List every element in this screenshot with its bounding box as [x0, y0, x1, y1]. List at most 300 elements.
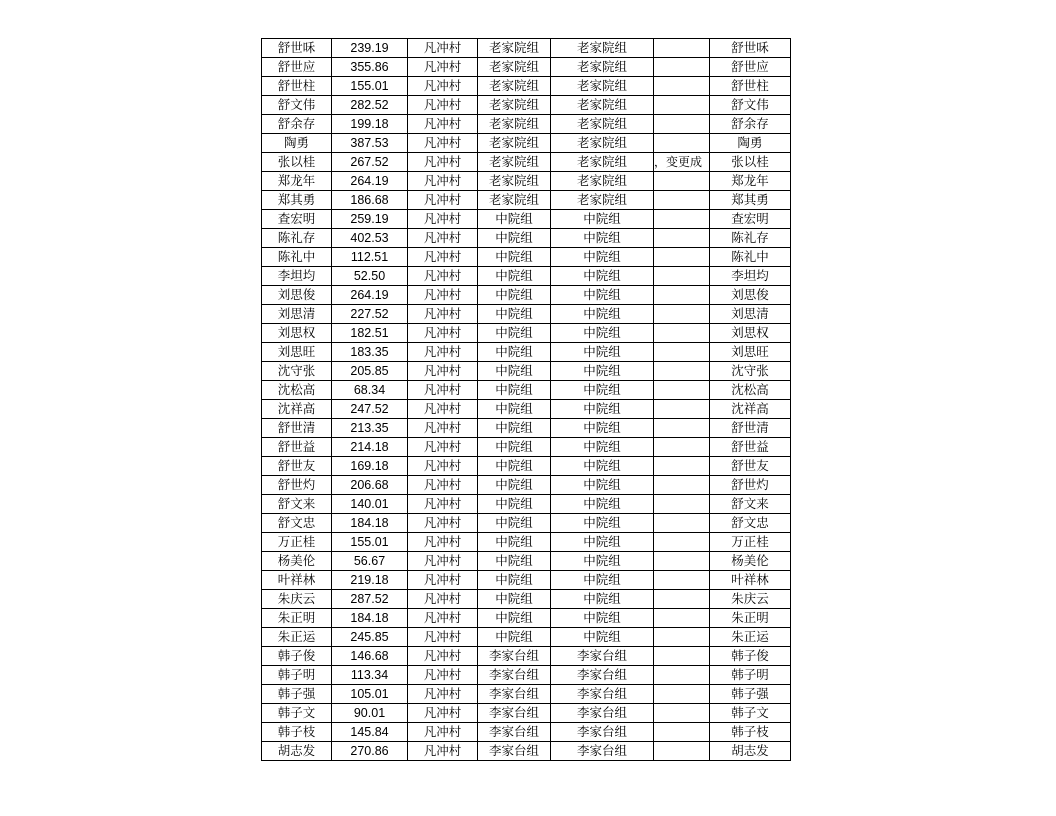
village-cell: 凡冲村	[408, 134, 478, 153]
name-cell: 朱庆云	[262, 590, 332, 609]
table-row	[262, 419, 791, 438]
table-row	[262, 96, 791, 115]
table-row	[262, 267, 791, 286]
area-cell: 270.86	[332, 742, 408, 761]
group2-cell: 中院组	[551, 438, 654, 457]
village-cell: 凡冲村	[408, 58, 478, 77]
group2-cell: 李家台组	[551, 666, 654, 685]
table-row	[262, 571, 791, 590]
village-cell: 凡冲村	[408, 742, 478, 761]
group2-cell: 中院组	[551, 419, 654, 438]
note-cell	[654, 457, 710, 476]
area-cell: 259.19	[332, 210, 408, 229]
village-cell: 凡冲村	[408, 267, 478, 286]
note-cell	[654, 628, 710, 647]
group2-cell: 中院组	[551, 248, 654, 267]
name-cell: 朱正运	[262, 628, 332, 647]
note-cell	[654, 210, 710, 229]
group2-cell: 老家院组	[551, 134, 654, 153]
group-cell: 老家院组	[478, 77, 551, 96]
group-cell: 中院组	[478, 400, 551, 419]
group-cell: 老家院组	[478, 153, 551, 172]
group2-cell: 老家院组	[551, 153, 654, 172]
village-cell: 凡冲村	[408, 96, 478, 115]
table-row	[262, 305, 791, 324]
area-cell: 264.19	[332, 286, 408, 305]
table-row	[262, 590, 791, 609]
village-cell: 凡冲村	[408, 704, 478, 723]
group2-cell: 中院组	[551, 533, 654, 552]
area-cell: 146.68	[332, 647, 408, 666]
owner-cell: 舒世咊	[710, 39, 791, 58]
village-cell: 凡冲村	[408, 362, 478, 381]
name-cell: 刘思旺	[262, 343, 332, 362]
name-cell: 韩子枝	[262, 723, 332, 742]
note-cell	[654, 419, 710, 438]
village-cell: 凡冲村	[408, 495, 478, 514]
group2-cell: 中院组	[551, 400, 654, 419]
group2-cell: 李家台组	[551, 704, 654, 723]
table-row	[262, 533, 791, 552]
note-cell	[654, 229, 710, 248]
table-row	[262, 400, 791, 419]
owner-cell: 郑其勇	[710, 191, 791, 210]
group2-cell: 老家院组	[551, 172, 654, 191]
note-cell	[654, 343, 710, 362]
group-cell: 中院组	[478, 362, 551, 381]
owner-cell: 舒文伟	[710, 96, 791, 115]
name-cell: 沈守张	[262, 362, 332, 381]
group2-cell: 中院组	[551, 210, 654, 229]
area-cell: 155.01	[332, 533, 408, 552]
group-cell: 中院组	[478, 628, 551, 647]
village-cell: 凡冲村	[408, 381, 478, 400]
group2-cell: 老家院组	[551, 115, 654, 134]
table-row	[262, 609, 791, 628]
area-cell: 112.51	[332, 248, 408, 267]
owner-cell: 沈守张	[710, 362, 791, 381]
owner-cell: 刘思权	[710, 324, 791, 343]
name-cell: 陶勇	[262, 134, 332, 153]
area-cell: 239.19	[332, 39, 408, 58]
note-cell	[654, 381, 710, 400]
group-cell: 中院组	[478, 571, 551, 590]
note-cell	[654, 96, 710, 115]
area-cell: 183.35	[332, 343, 408, 362]
group2-cell: 李家台组	[551, 723, 654, 742]
village-cell: 凡冲村	[408, 248, 478, 267]
group-cell: 李家台组	[478, 647, 551, 666]
area-cell: 227.52	[332, 305, 408, 324]
owner-cell: 舒世应	[710, 58, 791, 77]
table-row	[262, 704, 791, 723]
area-cell: 206.68	[332, 476, 408, 495]
group2-cell: 中院组	[551, 628, 654, 647]
table-row	[262, 628, 791, 647]
village-cell: 凡冲村	[408, 229, 478, 248]
area-cell: 267.52	[332, 153, 408, 172]
note-cell	[654, 191, 710, 210]
name-cell: 舒文来	[262, 495, 332, 514]
area-cell: 105.01	[332, 685, 408, 704]
note-cell	[654, 552, 710, 571]
name-cell: 韩子俊	[262, 647, 332, 666]
village-cell: 凡冲村	[408, 324, 478, 343]
owner-cell: 张以桂	[710, 153, 791, 172]
table-row	[262, 115, 791, 134]
table-row	[262, 229, 791, 248]
owner-cell: 韩子文	[710, 704, 791, 723]
note-cell	[654, 571, 710, 590]
group-cell: 中院组	[478, 286, 551, 305]
village-cell: 凡冲村	[408, 343, 478, 362]
note-cell	[654, 533, 710, 552]
village-cell: 凡冲村	[408, 400, 478, 419]
table-row	[262, 172, 791, 191]
table-row	[262, 191, 791, 210]
name-cell: 舒世咊	[262, 39, 332, 58]
village-cell: 凡冲村	[408, 210, 478, 229]
group2-cell: 中院组	[551, 514, 654, 533]
village-cell: 凡冲村	[408, 305, 478, 324]
name-cell: 陈礼存	[262, 229, 332, 248]
name-cell: 胡志发	[262, 742, 332, 761]
owner-cell: 陈礼中	[710, 248, 791, 267]
name-cell: 刘思权	[262, 324, 332, 343]
area-cell: 213.35	[332, 419, 408, 438]
village-cell: 凡冲村	[408, 609, 478, 628]
group2-cell: 中院组	[551, 457, 654, 476]
group-cell: 中院组	[478, 457, 551, 476]
name-cell: 万正桂	[262, 533, 332, 552]
village-cell: 凡冲村	[408, 39, 478, 58]
area-cell: 140.01	[332, 495, 408, 514]
name-cell: 郑龙年	[262, 172, 332, 191]
table-row	[262, 742, 791, 761]
note-cell	[654, 172, 710, 191]
village-cell: 凡冲村	[408, 685, 478, 704]
name-cell: 杨美伦	[262, 552, 332, 571]
note-cell	[654, 438, 710, 457]
village-cell: 凡冲村	[408, 647, 478, 666]
table-row	[262, 381, 791, 400]
group2-cell: 李家台组	[551, 742, 654, 761]
table-row	[262, 362, 791, 381]
area-cell: 219.18	[332, 571, 408, 590]
village-cell: 凡冲村	[408, 590, 478, 609]
group-cell: 老家院组	[478, 39, 551, 58]
owner-cell: 刘思旺	[710, 343, 791, 362]
name-cell: 舒世柱	[262, 77, 332, 96]
note-cell	[654, 362, 710, 381]
note-cell	[654, 495, 710, 514]
table-row	[262, 514, 791, 533]
table-row	[262, 552, 791, 571]
owner-cell: 万正桂	[710, 533, 791, 552]
table-row	[262, 77, 791, 96]
owner-cell: 沈松高	[710, 381, 791, 400]
group-cell: 老家院组	[478, 172, 551, 191]
owner-cell: 舒世友	[710, 457, 791, 476]
owner-cell: 舒世灼	[710, 476, 791, 495]
table-row	[262, 286, 791, 305]
name-cell: 刘思俊	[262, 286, 332, 305]
note-cell	[654, 609, 710, 628]
name-cell: 舒世友	[262, 457, 332, 476]
table-row	[262, 685, 791, 704]
group2-cell: 中院组	[551, 229, 654, 248]
group-cell: 中院组	[478, 343, 551, 362]
village-cell: 凡冲村	[408, 628, 478, 647]
owner-cell: 胡志发	[710, 742, 791, 761]
village-cell: 凡冲村	[408, 115, 478, 134]
note-cell	[654, 647, 710, 666]
name-cell: 舒世清	[262, 419, 332, 438]
village-cell: 凡冲村	[408, 552, 478, 571]
group2-cell: 李家台组	[551, 685, 654, 704]
group2-cell: 中院组	[551, 286, 654, 305]
note-cell: ，变更成	[654, 153, 710, 172]
group2-cell: 老家院组	[551, 77, 654, 96]
group-cell: 中院组	[478, 533, 551, 552]
name-cell: 张以桂	[262, 153, 332, 172]
name-cell: 韩子强	[262, 685, 332, 704]
area-cell: 169.18	[332, 457, 408, 476]
village-cell: 凡冲村	[408, 153, 478, 172]
group-cell: 中院组	[478, 229, 551, 248]
group2-cell: 中院组	[551, 305, 654, 324]
data-table	[261, 38, 791, 761]
table-row	[262, 39, 791, 58]
name-cell: 李坦均	[262, 267, 332, 286]
area-cell: 287.52	[332, 590, 408, 609]
area-cell: 184.18	[332, 609, 408, 628]
owner-cell: 陶勇	[710, 134, 791, 153]
name-cell: 查宏明	[262, 210, 332, 229]
table-row	[262, 647, 791, 666]
owner-cell: 舒世益	[710, 438, 791, 457]
village-cell: 凡冲村	[408, 476, 478, 495]
group2-cell: 中院组	[551, 476, 654, 495]
group-cell: 李家台组	[478, 704, 551, 723]
owner-cell: 朱正明	[710, 609, 791, 628]
owner-cell: 舒余存	[710, 115, 791, 134]
area-cell: 199.18	[332, 115, 408, 134]
group2-cell: 中院组	[551, 324, 654, 343]
group2-cell: 李家台组	[551, 647, 654, 666]
table-row	[262, 495, 791, 514]
village-cell: 凡冲村	[408, 666, 478, 685]
owner-cell: 韩子枝	[710, 723, 791, 742]
group-cell: 老家院组	[478, 134, 551, 153]
group-cell: 中院组	[478, 419, 551, 438]
group2-cell: 中院组	[551, 609, 654, 628]
name-cell: 舒余存	[262, 115, 332, 134]
group-cell: 中院组	[478, 381, 551, 400]
note-cell	[654, 590, 710, 609]
table-row	[262, 343, 791, 362]
table-row	[262, 153, 791, 172]
area-cell: 387.53	[332, 134, 408, 153]
group-cell: 中院组	[478, 248, 551, 267]
note-cell	[654, 514, 710, 533]
group2-cell: 中院组	[551, 571, 654, 590]
group-cell: 李家台组	[478, 685, 551, 704]
area-cell: 113.34	[332, 666, 408, 685]
table-row	[262, 666, 791, 685]
area-cell: 90.01	[332, 704, 408, 723]
note-cell	[654, 77, 710, 96]
note-cell	[654, 39, 710, 58]
owner-cell: 沈祥高	[710, 400, 791, 419]
owner-cell: 郑龙年	[710, 172, 791, 191]
group-cell: 李家台组	[478, 666, 551, 685]
group-cell: 老家院组	[478, 96, 551, 115]
table-row	[262, 457, 791, 476]
note-cell	[654, 115, 710, 134]
table-row	[262, 134, 791, 153]
owner-cell: 韩子明	[710, 666, 791, 685]
area-cell: 52.50	[332, 267, 408, 286]
note-cell	[654, 723, 710, 742]
village-cell: 凡冲村	[408, 172, 478, 191]
area-cell: 264.19	[332, 172, 408, 191]
note-cell	[654, 324, 710, 343]
owner-cell: 朱庆云	[710, 590, 791, 609]
group2-cell: 老家院组	[551, 96, 654, 115]
group2-cell: 中院组	[551, 590, 654, 609]
area-cell: 245.85	[332, 628, 408, 647]
village-cell: 凡冲村	[408, 571, 478, 590]
area-cell: 184.18	[332, 514, 408, 533]
note-cell	[654, 134, 710, 153]
name-cell: 舒世益	[262, 438, 332, 457]
village-cell: 凡冲村	[408, 533, 478, 552]
village-cell: 凡冲村	[408, 286, 478, 305]
note-cell	[654, 267, 710, 286]
name-cell: 刘思清	[262, 305, 332, 324]
area-cell: 282.52	[332, 96, 408, 115]
group2-cell: 中院组	[551, 552, 654, 571]
owner-cell: 朱正运	[710, 628, 791, 647]
owner-cell: 舒世柱	[710, 77, 791, 96]
group-cell: 老家院组	[478, 58, 551, 77]
village-cell: 凡冲村	[408, 457, 478, 476]
table-row	[262, 723, 791, 742]
name-cell: 舒文忠	[262, 514, 332, 533]
owner-cell: 韩子强	[710, 685, 791, 704]
note-cell	[654, 704, 710, 723]
group-cell: 老家院组	[478, 191, 551, 210]
note-cell	[654, 248, 710, 267]
group-cell: 中院组	[478, 514, 551, 533]
group-cell: 中院组	[478, 267, 551, 286]
group2-cell: 老家院组	[551, 58, 654, 77]
owner-cell: 舒文忠	[710, 514, 791, 533]
village-cell: 凡冲村	[408, 723, 478, 742]
group2-cell: 中院组	[551, 495, 654, 514]
owner-cell: 杨美伦	[710, 552, 791, 571]
group-cell: 中院组	[478, 305, 551, 324]
name-cell: 沈松高	[262, 381, 332, 400]
area-cell: 247.52	[332, 400, 408, 419]
group-cell: 中院组	[478, 476, 551, 495]
name-cell: 朱正明	[262, 609, 332, 628]
area-cell: 182.51	[332, 324, 408, 343]
group-cell: 中院组	[478, 438, 551, 457]
group-cell: 老家院组	[478, 115, 551, 134]
name-cell: 沈祥高	[262, 400, 332, 419]
group2-cell: 中院组	[551, 381, 654, 400]
name-cell: 郑其勇	[262, 191, 332, 210]
group-cell: 中院组	[478, 552, 551, 571]
owner-cell: 查宏明	[710, 210, 791, 229]
village-cell: 凡冲村	[408, 438, 478, 457]
group-cell: 中院组	[478, 210, 551, 229]
note-cell	[654, 305, 710, 324]
group-cell: 李家台组	[478, 742, 551, 761]
owner-cell: 刘思俊	[710, 286, 791, 305]
owner-cell: 叶祥林	[710, 571, 791, 590]
note-cell	[654, 476, 710, 495]
name-cell: 陈礼中	[262, 248, 332, 267]
table-row	[262, 210, 791, 229]
group-cell: 中院组	[478, 495, 551, 514]
group2-cell: 中院组	[551, 343, 654, 362]
owner-cell: 陈礼存	[710, 229, 791, 248]
table-row	[262, 438, 791, 457]
area-cell: 402.53	[332, 229, 408, 248]
group-cell: 中院组	[478, 324, 551, 343]
area-cell: 155.01	[332, 77, 408, 96]
name-cell: 舒文伟	[262, 96, 332, 115]
group-cell: 中院组	[478, 609, 551, 628]
owner-cell: 舒世清	[710, 419, 791, 438]
group2-cell: 中院组	[551, 362, 654, 381]
village-cell: 凡冲村	[408, 514, 478, 533]
area-cell: 205.85	[332, 362, 408, 381]
area-cell: 56.67	[332, 552, 408, 571]
note-cell	[654, 742, 710, 761]
name-cell: 韩子明	[262, 666, 332, 685]
name-cell: 舒世应	[262, 58, 332, 77]
group2-cell: 老家院组	[551, 39, 654, 58]
table-row	[262, 58, 791, 77]
village-cell: 凡冲村	[408, 77, 478, 96]
note-cell	[654, 400, 710, 419]
area-cell: 68.34	[332, 381, 408, 400]
name-cell: 叶祥林	[262, 571, 332, 590]
owner-cell: 韩子俊	[710, 647, 791, 666]
table-row	[262, 324, 791, 343]
group-cell: 中院组	[478, 590, 551, 609]
note-cell	[654, 685, 710, 704]
note-cell	[654, 666, 710, 685]
group2-cell: 中院组	[551, 267, 654, 286]
name-cell: 舒世灼	[262, 476, 332, 495]
area-cell: 186.68	[332, 191, 408, 210]
owner-cell: 刘思清	[710, 305, 791, 324]
table-row	[262, 476, 791, 495]
note-cell	[654, 58, 710, 77]
owner-cell: 舒文来	[710, 495, 791, 514]
village-cell: 凡冲村	[408, 419, 478, 438]
name-cell: 韩子文	[262, 704, 332, 723]
note-cell	[654, 286, 710, 305]
area-cell: 214.18	[332, 438, 408, 457]
group-cell: 李家台组	[478, 723, 551, 742]
table-row	[262, 248, 791, 267]
